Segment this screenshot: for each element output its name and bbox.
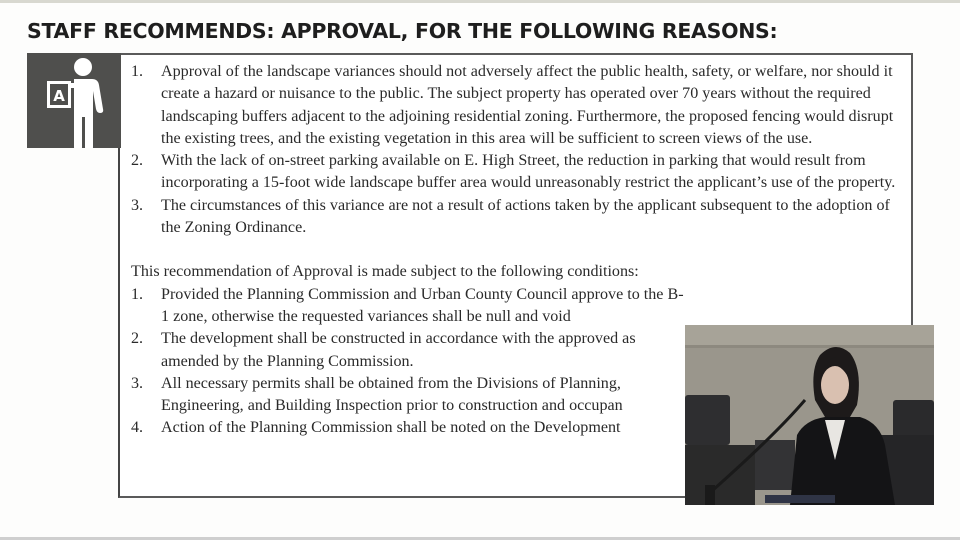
reason-item: [131, 61, 911, 150]
condition-text: Provided the Planning Commission and Urban County Council approve to the B-1 zone, otherwise the requested variances shall be null and void: [161, 285, 684, 325]
condition-item: [131, 373, 691, 418]
sign-letter: A: [53, 87, 65, 105]
reason-text: With the lack of on-street parking available on E. High Street, the reduction in parking that would result from incorporating a 15-foot wide landscape buffer area would unreasonably restrict the applicant’s use of the property.: [161, 152, 896, 192]
reason-text: Approval of the landscape variances should not adversely affect the public health, safety, or welfare, nor should it create a hazard or nuisance to the public. The subject property has operated over 70 years without the required landscaping buffers adjacent to the adjoining residential zoning. Furthermore, the proposed fencing would disrupt the existing trees, and the existing vegetation in this area will be sufficient to screen views of the use.: [161, 63, 894, 147]
condition-number: 4.: [131, 419, 144, 437]
condition-item: [131, 417, 691, 439]
reason-text: The circumstances of this variance are not a result of actions taken by the applicant subsequent to the adoption of the Zoning Ordinance.: [161, 196, 890, 237]
top-border-strip: [0, 0, 960, 3]
speaker-video-image: [685, 325, 934, 505]
reason-item: [131, 195, 911, 240]
condition-item: [131, 284, 691, 329]
condition-number: 1.: [131, 285, 144, 303]
speaker-video-feed: [685, 325, 934, 505]
slide-title: STAFF RECOMMENDS: APPROVAL, FOR THE FOLLOWING REASONS:: [27, 19, 778, 43]
presenter-with-sign-icon: [27, 53, 121, 148]
reason-number: 1.: [131, 63, 144, 80]
conditions-list: [131, 284, 691, 440]
condition-text: All necessary permits shall be obtained from the Divisions of Planning, Engineering, and Building Inspection prior to construction and occupan: [161, 374, 623, 415]
reason-item: [131, 150, 911, 195]
condition-text: The development shall be constructed in accordance with the approved as amended by the Planning Commission.: [161, 330, 636, 370]
condition-item: [131, 328, 691, 373]
reason-number: 2.: [131, 152, 144, 170]
condition-number: 3.: [131, 374, 144, 392]
conditions-intro: This recommendation of Approval is made subject to the following conditions:: [131, 263, 639, 281]
reason-number: 3.: [131, 196, 144, 214]
condition-text: Action of the Planning Commission shall be noted on the Development: [161, 419, 621, 437]
presenter-icon-panel: [27, 53, 121, 148]
condition-number: 2.: [131, 330, 144, 348]
reasons-list: [131, 61, 911, 239]
